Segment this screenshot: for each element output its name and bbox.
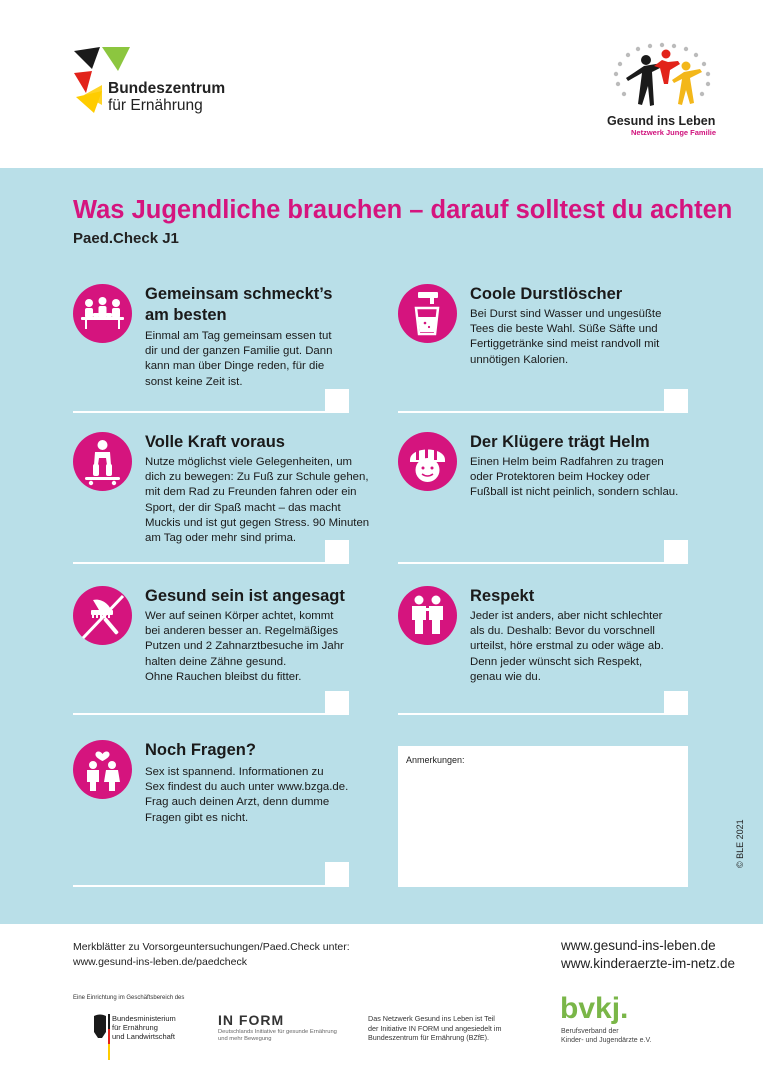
gil-title: Gesund ins Leben (607, 114, 716, 128)
two-people-icon (398, 586, 457, 645)
item-text (145, 765, 377, 826)
text-line: Nutze möglichst viele Gelegenheiten, um (145, 456, 353, 468)
text-line: Wer auf seinen Körper achtet, kommt (145, 610, 334, 622)
item-heading: Der Klügere trägt Helm (470, 433, 650, 451)
checkbox-respekt[interactable] (664, 691, 688, 715)
bvkj-logo (560, 992, 660, 1024)
bzfe-wordmark (108, 80, 225, 114)
item-heading: Noch Fragen? (145, 741, 256, 759)
checkbox-helm[interactable] (664, 540, 688, 564)
item-text (470, 307, 702, 368)
item-text (145, 609, 377, 685)
divider (73, 713, 349, 715)
text-line: kann man über Dinge reden, für die (145, 360, 325, 373)
bvkj-subtitle (561, 1027, 651, 1045)
text-line: genau wie du. (470, 670, 541, 683)
text-line: bei anderen besser an. Regelmäßiges (145, 625, 339, 638)
family-meal-icon (73, 284, 132, 343)
item-text (470, 609, 702, 685)
text-line: urteilst, höre erstmal zu oder wäge ab. (470, 640, 664, 653)
text-line: Bei Durst sind Wasser und ungesüßte (470, 308, 662, 320)
skateboarder-icon (73, 432, 132, 491)
bmel-line: und Landwirtschaft (112, 1032, 175, 1041)
item-text (145, 455, 385, 546)
text-line: sonst keine Zeit ist. (145, 375, 243, 388)
divider (73, 562, 349, 564)
text-line: dir und der ganzen Familie gut. Dann (145, 345, 333, 358)
checkbox-gesund-sein[interactable] (325, 691, 349, 715)
water-glass-icon (398, 284, 457, 343)
divider (73, 411, 349, 413)
text-line: Sex ist spannend. Informationen zu (145, 766, 324, 778)
bzfe-line2: für Ernährung (108, 97, 203, 114)
text-line: oder Protektoren beim Hockey oder (470, 471, 650, 484)
netz-line: Das Netzwerk Gesund ins Leben ist Teil (368, 1014, 495, 1023)
bvkj-sub-line: Berufsverband der (561, 1028, 619, 1035)
item-heading: Coole Durstlöscher (470, 285, 623, 303)
text-line: Sex findest du auch unter www.bzga.de. (145, 781, 349, 794)
bmel-line: Bundesministerium (112, 1014, 176, 1023)
bmel-wordmark (112, 1014, 176, 1041)
text-line: Jeder ist anders, aber nicht schlechter (470, 610, 663, 622)
divider (398, 562, 688, 564)
text-line: Muckis und ist gut gegen Stress. 90 Minuten (145, 516, 370, 529)
helmet-icon (398, 432, 457, 491)
item-heading: Gesund sein ist angesagt (145, 587, 345, 605)
item-heading: Respekt (470, 587, 535, 605)
text-line: Einmal am Tag gemeinsam essen tut (145, 330, 332, 342)
text-line: Ohne Rauchen bleibst du fitter. (145, 670, 302, 683)
inform-sub-line: und mehr Bewegung (218, 1036, 272, 1042)
inform-sub-line: Deutschlands Initiative für gesunde Ernährung (218, 1029, 337, 1035)
text-line: Tees die beste Wahl. Süße Säfte und (470, 323, 658, 336)
bmel-line: für Ernährung (112, 1023, 158, 1032)
page-header (0, 0, 763, 168)
notes-label: Anmerkungen: (406, 755, 465, 765)
text-line: Sport, der dir Spaß macht – das macht (145, 501, 341, 514)
divider (398, 713, 688, 715)
divider (73, 885, 349, 887)
text-line: halten deine Zähne gesund. (145, 655, 287, 668)
bvkj-wordmark: bvkj. (560, 992, 629, 1024)
text-line: Frag auch deinen Arzt, denn dumme (145, 796, 330, 809)
text-line: als du. Deshalb: Bevor du vorschnell (470, 625, 655, 638)
paedcheck-link[interactable]: www.gesund-ins-leben.de/paedcheck (73, 956, 247, 968)
inform-logo: IN FORM (218, 1012, 285, 1028)
text-line: unnötigen Kalorien. (470, 353, 569, 366)
netzwerk-text (368, 1014, 538, 1043)
checkbox-volle-kraft[interactable] (325, 540, 349, 564)
checkbox-noch-fragen[interactable] (325, 862, 349, 886)
footer-links (561, 937, 735, 973)
text-line: Denn jeder wünscht sich Respekt, (470, 655, 643, 668)
checkbox-durstloescher[interactable] (664, 389, 688, 413)
kinderaerzte-link[interactable]: www.kinderaerzte-im-netz.de (561, 956, 736, 971)
toothbrush-icon (73, 586, 132, 645)
text-line: am Tag oder mehr sind prima. (145, 532, 297, 545)
text-line: Fußball ist nicht peinlich, sondern schlau. (470, 486, 679, 499)
netz-line: Bundeszentrum für Ernährung (BZfE). (368, 1033, 490, 1042)
text-line: Fragen gibt es nicht. (145, 811, 249, 824)
bvkj-sub-line: Kinder- und Jugendärzte e.V. (561, 1037, 652, 1044)
item-heading: Volle Kraft voraus (145, 433, 285, 451)
item-text (470, 455, 702, 501)
text-line: mit dem Rad zu Freunden fahren oder ein (145, 486, 357, 499)
checkbox-gemeinsam[interactable] (325, 389, 349, 413)
bzfe-line1: Bundeszentrum (108, 80, 226, 97)
einrichtung-text: Eine Einrichtung im Geschäftsbereich des (73, 995, 185, 1001)
gil-subtitle: Netzwerk Junge Familie (631, 128, 717, 137)
text-line: Einen Helm beim Radfahren zu tragen (470, 456, 664, 468)
heading-line: am besten (145, 306, 227, 324)
notes-field[interactable] (398, 746, 688, 887)
page-subtitle: Paed.Check J1 (73, 230, 179, 247)
couple-heart-icon (73, 740, 132, 799)
page-title: Was Jugendliche brauchen – darauf solltest du achten (73, 196, 733, 224)
divider (398, 411, 688, 413)
footer-left-line1: Merkblätter zu Vorsorgeuntersuchungen/Paed.Check unter: (73, 941, 350, 953)
item-heading (145, 284, 365, 326)
copyright: © BLE 2021 (735, 819, 745, 868)
heading-line: Gemeinsam schmeckt’s (145, 285, 333, 303)
text-line: dich zu bewegen: Zu Fuß zur Schule gehen, (145, 471, 369, 484)
text-line: Fertiggetränke sind meist randvoll mit (470, 338, 660, 351)
footer-info (73, 940, 350, 970)
inform-subtitle (218, 1029, 348, 1043)
text-line: Putzen und 2 Zahnarztbesuche im Jahr (145, 640, 344, 653)
item-text (145, 329, 377, 390)
gesund-ins-leben-link[interactable]: www.gesund-ins-leben.de (561, 938, 716, 953)
netz-line: der Initiative IN FORM und angesiedelt im (368, 1023, 502, 1033)
